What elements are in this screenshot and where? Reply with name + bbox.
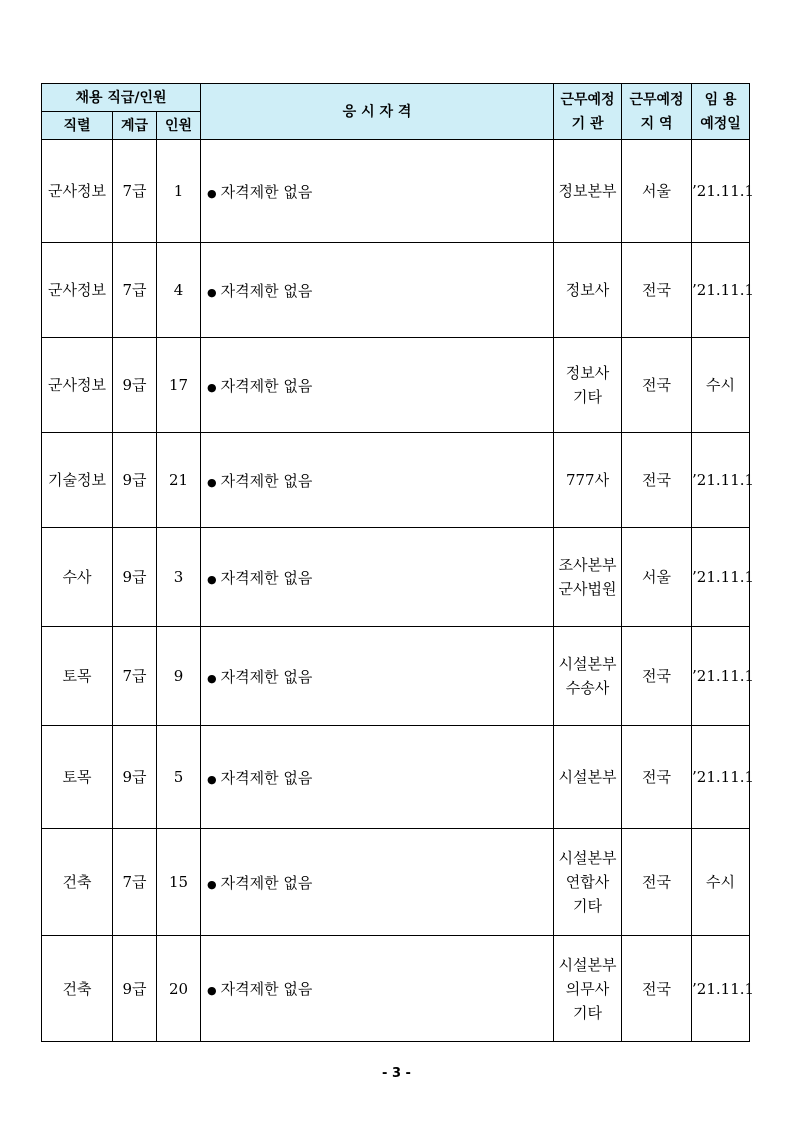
cell-org xyxy=(554,243,622,338)
recruitment-table xyxy=(41,83,755,1042)
header-region-line2: 지 역 xyxy=(640,115,673,132)
org-line: 의무사 xyxy=(565,979,610,998)
table-row xyxy=(42,829,750,936)
qualification-text: 자격제한 없음 xyxy=(220,471,313,490)
header-qualification: 응 시 자 격 xyxy=(201,84,554,140)
cell-job: 수사 xyxy=(42,528,113,627)
org-line: 정보본부 xyxy=(558,182,617,200)
cell-region: 전국 xyxy=(622,627,692,726)
org-line: 연합사 xyxy=(565,873,610,891)
cell-job: 군사정보 xyxy=(42,338,113,433)
cell-grade: 9급 xyxy=(113,433,157,528)
cell-count: 3 xyxy=(157,528,201,627)
org-line: 수송사 xyxy=(565,679,610,697)
org-line: 시설본부 xyxy=(558,849,617,867)
bullet-icon: ● xyxy=(207,285,217,299)
header-date xyxy=(692,84,750,140)
table-row xyxy=(42,726,750,829)
cell-org xyxy=(554,338,622,433)
cell-date: ’21.11.1 xyxy=(692,433,750,528)
cell-count: 20 xyxy=(157,936,201,1042)
cell-region: 전국 xyxy=(622,726,692,829)
cell-org xyxy=(554,726,622,829)
header-date-line2: 예정일 xyxy=(700,115,741,132)
org-line: 정보사 xyxy=(565,364,610,382)
header-org-line1: 근무예정 xyxy=(560,91,615,108)
cell-org xyxy=(554,433,622,528)
bullet-icon: ● xyxy=(207,877,217,891)
header-org xyxy=(554,84,622,140)
cell-grade: 9급 xyxy=(113,936,157,1042)
cell-grade: 7급 xyxy=(113,627,157,726)
org-line: 기타 xyxy=(573,897,603,915)
cell-qualification xyxy=(201,726,554,829)
cell-region: 전국 xyxy=(622,338,692,433)
header-job: 직렬 xyxy=(42,112,113,140)
cell-job: 건축 xyxy=(42,936,113,1042)
table-row xyxy=(42,936,750,1042)
cell-qualification xyxy=(201,627,554,726)
org-line: 시설본부 xyxy=(558,955,617,974)
cell-region: 전국 xyxy=(622,433,692,528)
qualification-text: 자격제한 없음 xyxy=(220,667,313,686)
table-row xyxy=(42,433,750,528)
cell-qualification xyxy=(201,338,554,433)
cell-count: 1 xyxy=(157,140,201,243)
cell-qualification xyxy=(201,936,554,1042)
cell-job: 건축 xyxy=(42,829,113,936)
cell-org xyxy=(554,936,622,1042)
cell-grade: 7급 xyxy=(113,243,157,338)
header-count: 인원 xyxy=(157,112,201,140)
qualification-text: 자격제한 없음 xyxy=(220,768,313,787)
org-line: 777사 xyxy=(565,471,610,489)
cell-qualification xyxy=(201,829,554,936)
org-line: 시설본부 xyxy=(558,655,617,673)
cell-date: ’21.11.1 xyxy=(692,726,750,829)
cell-org xyxy=(554,528,622,627)
table-row xyxy=(42,243,750,338)
cell-grade: 7급 xyxy=(113,829,157,936)
qualification-text: 자격제한 없음 xyxy=(220,873,313,892)
bullet-icon: ● xyxy=(207,572,217,586)
table-row xyxy=(42,627,750,726)
header-region xyxy=(622,84,692,140)
bullet-icon: ● xyxy=(207,772,217,786)
org-line: 조사본부 xyxy=(558,556,617,574)
bullet-icon: ● xyxy=(207,671,217,685)
cell-grade: 9급 xyxy=(113,726,157,829)
cell-count: 21 xyxy=(157,433,201,528)
org-line: 정보사 xyxy=(565,281,610,299)
cell-region: 서울 xyxy=(622,140,692,243)
cell-date: ’21.11.1 xyxy=(692,140,750,243)
cell-job: 토목 xyxy=(42,627,113,726)
org-line: 시설본부 xyxy=(558,768,617,786)
table-body xyxy=(42,140,755,1042)
cell-count: 17 xyxy=(157,338,201,433)
cell-qualification xyxy=(201,528,554,627)
cell-qualification xyxy=(201,140,554,243)
header-region-line1: 근무예정 xyxy=(629,91,684,108)
cell-count: 5 xyxy=(157,726,201,829)
cell-grade: 9급 xyxy=(113,338,157,433)
cell-grade: 9급 xyxy=(113,528,157,627)
bullet-icon: ● xyxy=(207,186,217,200)
cell-region: 서울 xyxy=(622,528,692,627)
cell-date: 수시 xyxy=(692,338,750,433)
cell-grade: 7급 xyxy=(113,140,157,243)
org-line: 기타 xyxy=(573,388,603,406)
header-org-line2: 기 관 xyxy=(571,115,604,132)
cell-qualification xyxy=(201,433,554,528)
cell-job: 군사정보 xyxy=(42,243,113,338)
cell-date: ’21.11.1 xyxy=(692,627,750,726)
qualification-text: 자격제한 없음 xyxy=(220,376,313,395)
cell-date: ’21.11.1 xyxy=(692,936,750,1042)
bullet-icon: ● xyxy=(207,380,217,394)
qualification-text: 자격제한 없음 xyxy=(220,281,313,300)
cell-region: 전국 xyxy=(622,936,692,1042)
cell-date: 수시 xyxy=(692,829,750,936)
header-grade: 계급 xyxy=(113,112,157,140)
cell-org xyxy=(554,140,622,243)
cell-count: 4 xyxy=(157,243,201,338)
cell-org xyxy=(554,829,622,936)
header-date-line1: 임 용 xyxy=(704,91,737,108)
cell-count: 9 xyxy=(157,627,201,726)
cell-date: ’21.11.1 xyxy=(692,243,750,338)
bullet-icon: ● xyxy=(207,475,217,489)
org-line: 기타 xyxy=(573,1003,603,1022)
cell-count: 15 xyxy=(157,829,201,936)
qualification-text: 자격제한 없음 xyxy=(220,182,313,201)
table-row xyxy=(42,338,750,433)
qualification-text: 자격제한 없음 xyxy=(220,980,313,998)
cell-job: 토목 xyxy=(42,726,113,829)
header-group: 채용 직급/인원 xyxy=(42,84,201,112)
table-row xyxy=(42,528,750,627)
cell-qualification xyxy=(201,243,554,338)
table-row xyxy=(42,140,750,243)
page-number: - 3 - xyxy=(382,1066,411,1081)
cell-region: 전국 xyxy=(622,243,692,338)
cell-job: 기술정보 xyxy=(42,433,113,528)
cell-job: 군사정보 xyxy=(42,140,113,243)
qualification-text: 자격제한 없음 xyxy=(220,568,313,587)
bullet-icon: ● xyxy=(207,984,217,997)
cell-date: ’21.11.1 xyxy=(692,528,750,627)
cell-org xyxy=(554,627,622,726)
cell-region: 전국 xyxy=(622,829,692,936)
org-line: 군사법원 xyxy=(558,580,617,598)
